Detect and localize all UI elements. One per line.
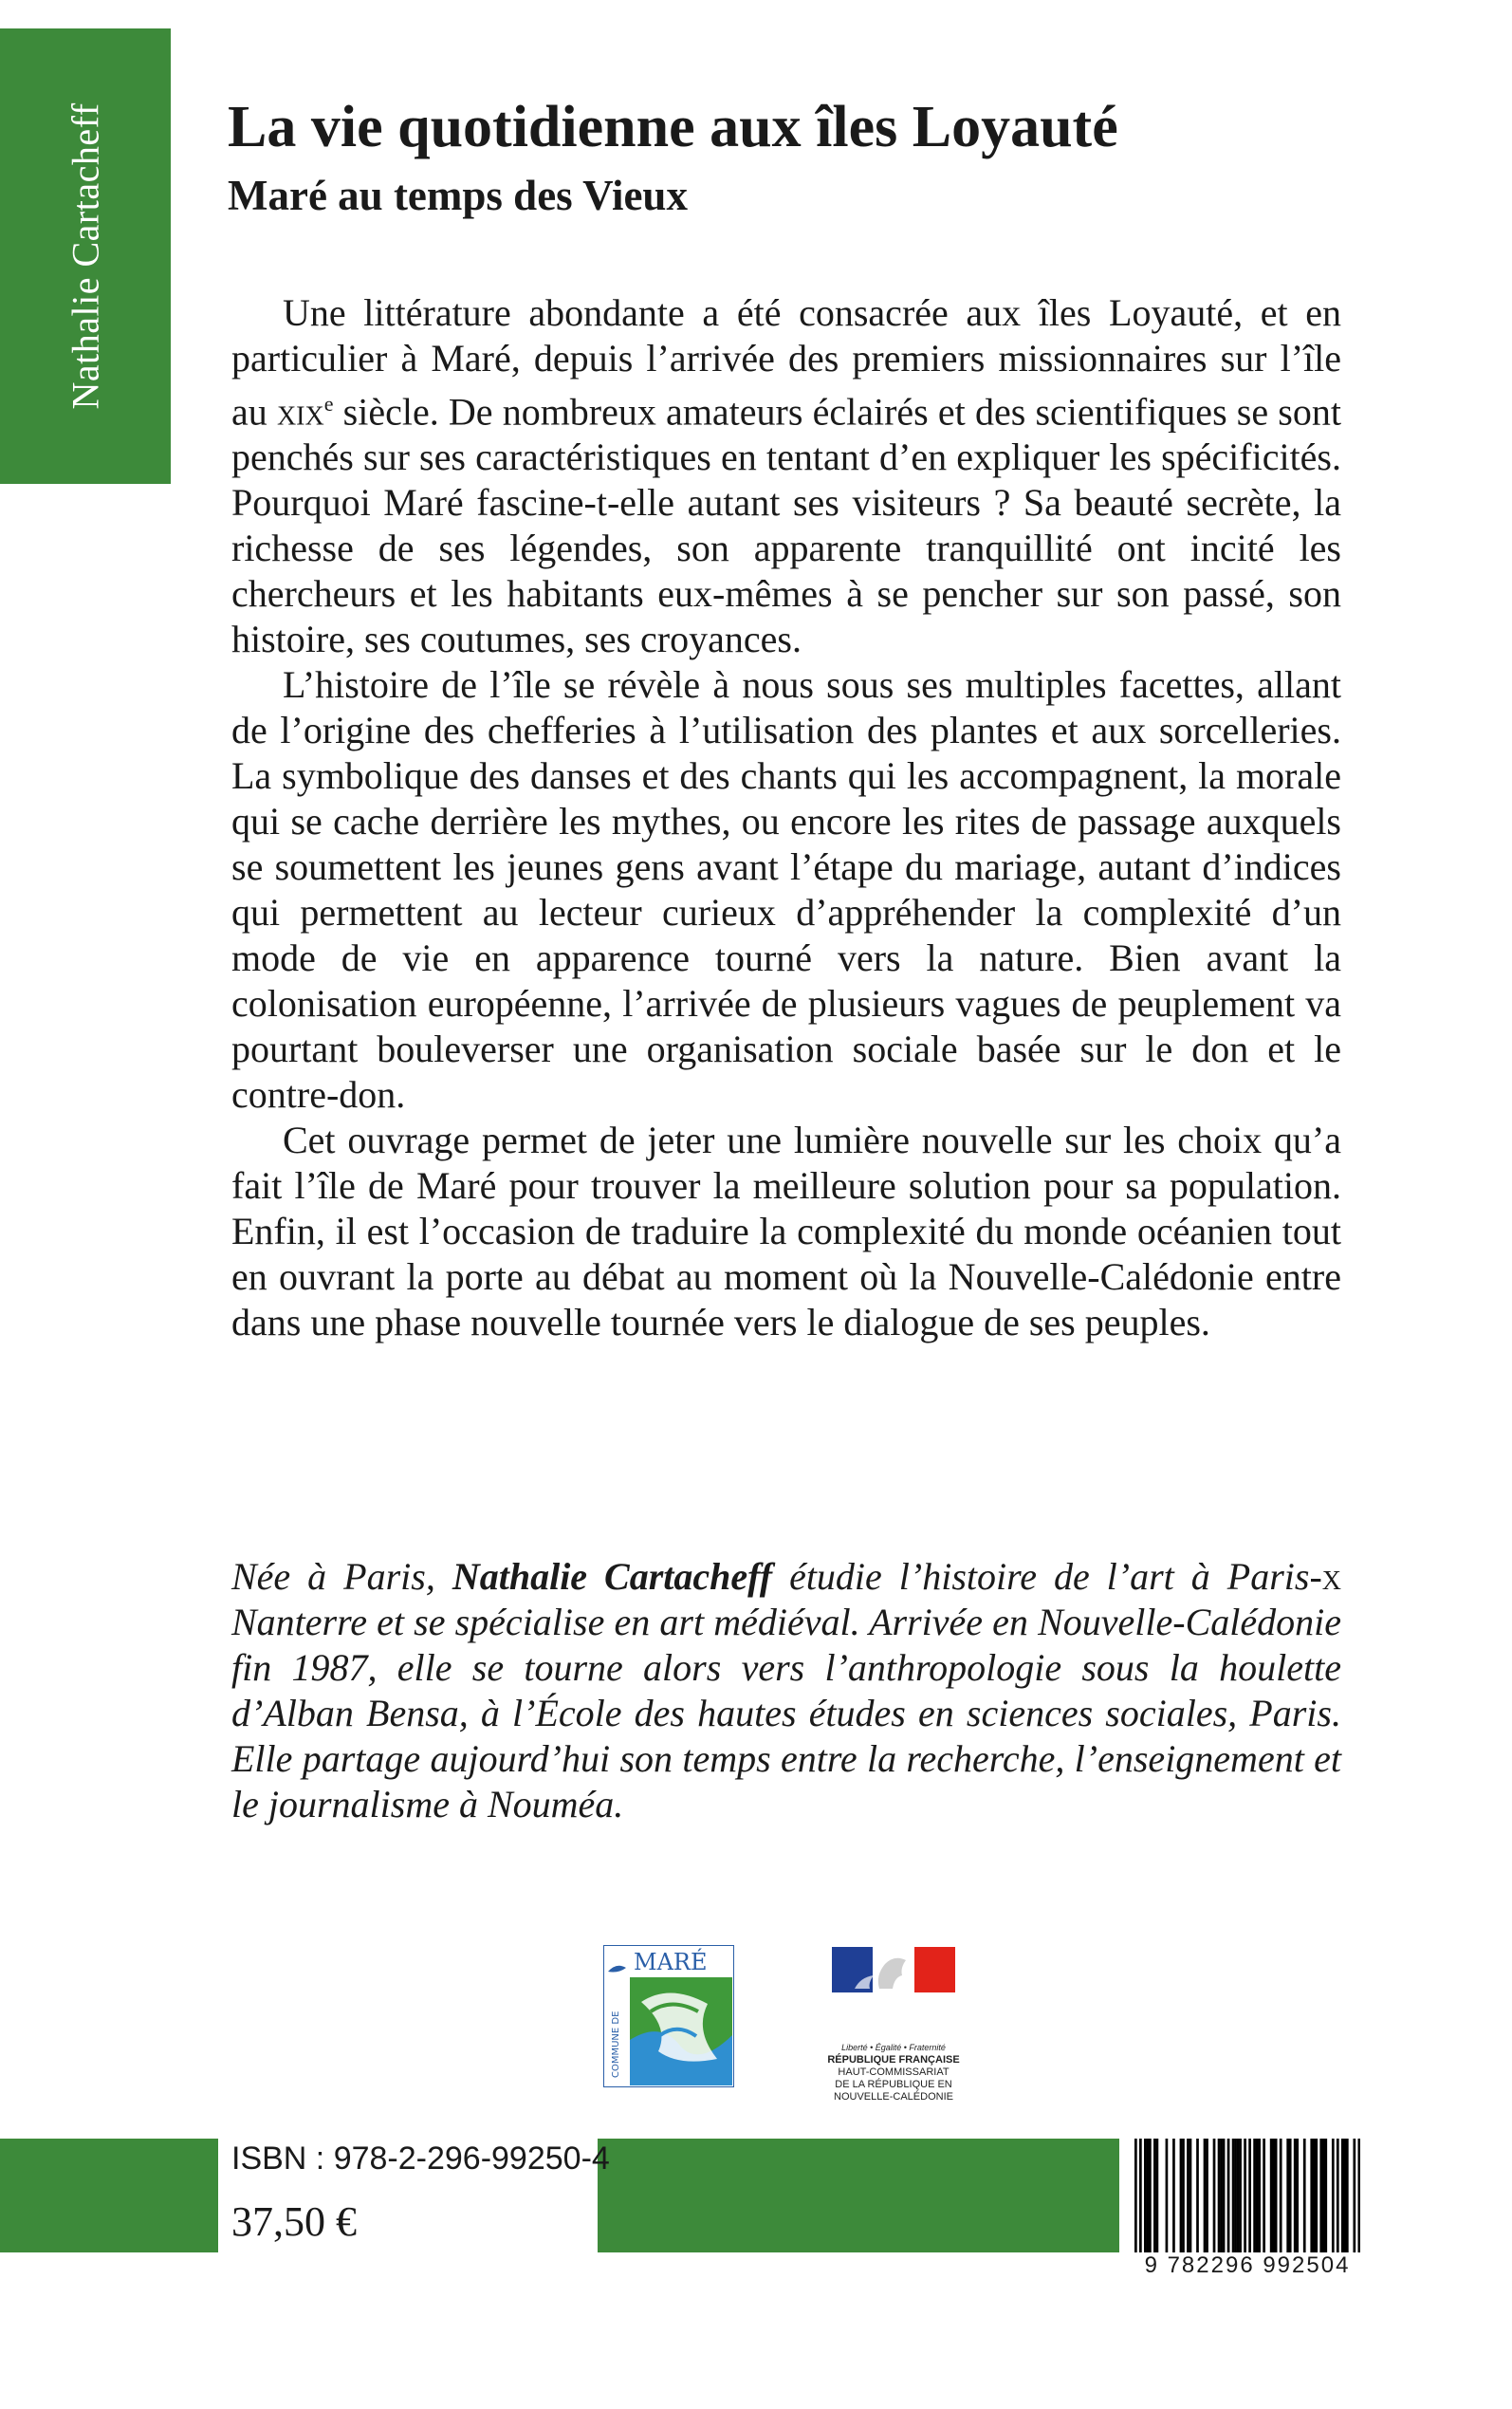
barcode-bar bbox=[1244, 2139, 1246, 2252]
century-superscript: e bbox=[323, 392, 334, 416]
summary-paragraph-1: Une littérature abondante a été consacrée aux îles Loyauté, et en particulier à Maré, depuis l’arrivée des premiers missionnaires sur l’île au xix$^e$ siècle. De nombreux amateurs éclairés et des scientifiques se sont penchés sur ses caractéristiques en tentant d’en expliquer les spécificités. Pourquoi Maré fascine-t-elle autant ses visiteurs ? Sa beauté secrète, la richesse de ses légendes, son apparente tranquillité ont incité les chercheurs et les habitants eux-mêmes à se pencher sur son passé, son histoire, ses coutumes, ses croyances. bbox=[231, 291, 1341, 661]
barcode-bar bbox=[1357, 2139, 1360, 2252]
barcode-bar bbox=[1134, 2139, 1137, 2252]
barcode-bar bbox=[1263, 2139, 1265, 2252]
barcode-bar bbox=[1172, 2139, 1175, 2252]
mare-logo-side-text: COMMUNE DE bbox=[611, 2011, 621, 2078]
barcode-bar bbox=[1319, 2139, 1322, 2252]
rf-name: RÉPUBLIQUE FRANÇAISE bbox=[827, 2054, 960, 2066]
barcode-bar bbox=[1237, 2139, 1240, 2252]
book-title: La vie quotidienne aux îles Loyauté bbox=[228, 95, 1118, 159]
barcode-bar bbox=[1144, 2139, 1147, 2252]
barcode-number: 9 782296 992504 bbox=[1144, 2252, 1351, 2278]
barcode-bar bbox=[1324, 2139, 1327, 2252]
barcode-bar bbox=[1234, 2139, 1237, 2252]
summary-paragraph-3: Cet ouvrage permet de jeter une lumière nouvelle sur les choix qu’a fait l’île de Maré pour trouver la meilleure solution pour sa population. Enfin, il est l’occasion de traduire la complexité du monde océanien tout en ouvrant la porte au débat au moment où la Nouvelle-Calédonie entre dans une phase nouvelle tournée vers le dialogue de ses peuples. bbox=[231, 1119, 1341, 1344]
barcode-bar bbox=[1220, 2139, 1223, 2252]
rf-line-1: HAUT-COMMISSARIAT bbox=[838, 2066, 950, 2078]
barcode-bar bbox=[1223, 2139, 1226, 2252]
barcode-bar bbox=[1196, 2139, 1199, 2252]
barcode-bar bbox=[1253, 2139, 1256, 2252]
barcode-bar bbox=[1343, 2139, 1346, 2252]
barcode-bar bbox=[1353, 2139, 1355, 2252]
barcode-bar bbox=[1258, 2139, 1261, 2252]
isbn-label: ISBN : 978-2-296-99250-4 bbox=[231, 2140, 610, 2177]
barcode-bar bbox=[1310, 2139, 1313, 2252]
barcode-bar bbox=[1147, 2139, 1150, 2252]
spine-author: Nathalie Cartacheff bbox=[64, 102, 107, 410]
price-label: 37,50 € bbox=[231, 2198, 357, 2245]
barcode-bar bbox=[1213, 2139, 1216, 2252]
barcode bbox=[1134, 2139, 1360, 2252]
barcode-bar bbox=[1337, 2139, 1339, 2252]
barcode-bar bbox=[1149, 2139, 1152, 2252]
barcode-bar bbox=[1289, 2139, 1292, 2252]
barcode-bar bbox=[1239, 2139, 1242, 2252]
barcode-bar bbox=[1322, 2139, 1325, 2252]
footer-band-left bbox=[0, 2139, 218, 2252]
commune-mare-logo bbox=[603, 1945, 734, 2087]
barcode-bar bbox=[1303, 2139, 1306, 2252]
summary-text bbox=[231, 290, 1341, 1345]
barcode-bar bbox=[1280, 2139, 1282, 2252]
summary-paragraph-2: L’histoire de l’île se révèle à nous sous ses multiples facettes, allant de l’origine des chefferies à l’utilisation des plantes et aux sorcelleries. La symbolique des danses et des chants qui les accompagnent, la morale qui se cache derrière les mythes, ou encore les rites de passage auxquels se soumettent les jeunes gens avant l’étape du mariage, autant d’indices qui permettent au lecteur curieux d’appréhender la complexité d’un mode de vie en apparence tourné vers la nature. Bien avant la colonisation européenne, l’arrivée de plusieurs vagues de peuplement va pourtant bouleverser une organisation sociale basée sur le don et le contre-don. bbox=[231, 663, 1341, 1117]
footer-band-middle bbox=[598, 2139, 1119, 2252]
rf-line-2: DE LA RÉPUBLIQUE EN bbox=[835, 2079, 952, 2090]
barcode-bar bbox=[1153, 2139, 1156, 2252]
author-bio: Née à Paris, Nathalie Cartacheff étudie l’histoire de l’art à Paris-x Nanterre et se spécialise en art médiéval. Arrivée en Nouvelle-Calédonie fin 1987, elle se tourne alors vers l’anthropologie sous la houlette d’Alban Bensa, à l’École des hautes études en sciences sociales, Paris. Elle partage aujourd’hui son temps entre la recherche, l’enseignement et le journalisme à Nouméa. bbox=[231, 1555, 1341, 1825]
barcode-bar bbox=[1332, 2139, 1335, 2252]
barcode-bar bbox=[1286, 2139, 1289, 2252]
rf-motto: Liberté • Égalité • Fraternité bbox=[841, 2043, 946, 2052]
barcode-bar bbox=[1206, 2139, 1208, 2252]
barcode-bar bbox=[1296, 2139, 1299, 2252]
barcode-bar bbox=[1227, 2139, 1230, 2252]
barcode-bar bbox=[1248, 2139, 1251, 2252]
mare-logo-title: MARÉ bbox=[634, 1949, 708, 1975]
barcode-bar bbox=[1270, 2139, 1273, 2252]
barcode-bar bbox=[1313, 2139, 1316, 2252]
barcode-bar bbox=[1275, 2139, 1278, 2252]
barcode-bar bbox=[1204, 2139, 1207, 2252]
barcode-bar bbox=[1232, 2139, 1235, 2252]
rf-line-3: NOUVELLE-CALÉDONIE bbox=[834, 2091, 953, 2103]
barcode-bar bbox=[1341, 2139, 1344, 2252]
bio-author-name: Nathalie Cartacheff bbox=[452, 1555, 773, 1598]
barcode-bar bbox=[1315, 2139, 1318, 2252]
barcode-bar bbox=[1182, 2139, 1185, 2252]
barcode-bar bbox=[1180, 2139, 1183, 2252]
barcode-bar bbox=[1166, 2139, 1169, 2252]
century-numeral: xix bbox=[276, 390, 324, 434]
barcode-bar bbox=[1294, 2139, 1297, 2252]
barcode-bar bbox=[1256, 2139, 1259, 2252]
barcode-bar bbox=[1139, 2139, 1142, 2252]
barcode-bar bbox=[1156, 2139, 1159, 2252]
barcode-bar bbox=[1346, 2139, 1349, 2252]
republique-francaise-text bbox=[818, 2042, 969, 2103]
barcode-bar bbox=[1189, 2139, 1192, 2252]
barcode-bar bbox=[1272, 2139, 1275, 2252]
bio-numeral: x bbox=[1321, 1555, 1341, 1598]
barcode-bar bbox=[1218, 2139, 1221, 2252]
barcode-bar bbox=[1187, 2139, 1189, 2252]
book-subtitle: Maré au temps des Vieux bbox=[228, 172, 688, 219]
